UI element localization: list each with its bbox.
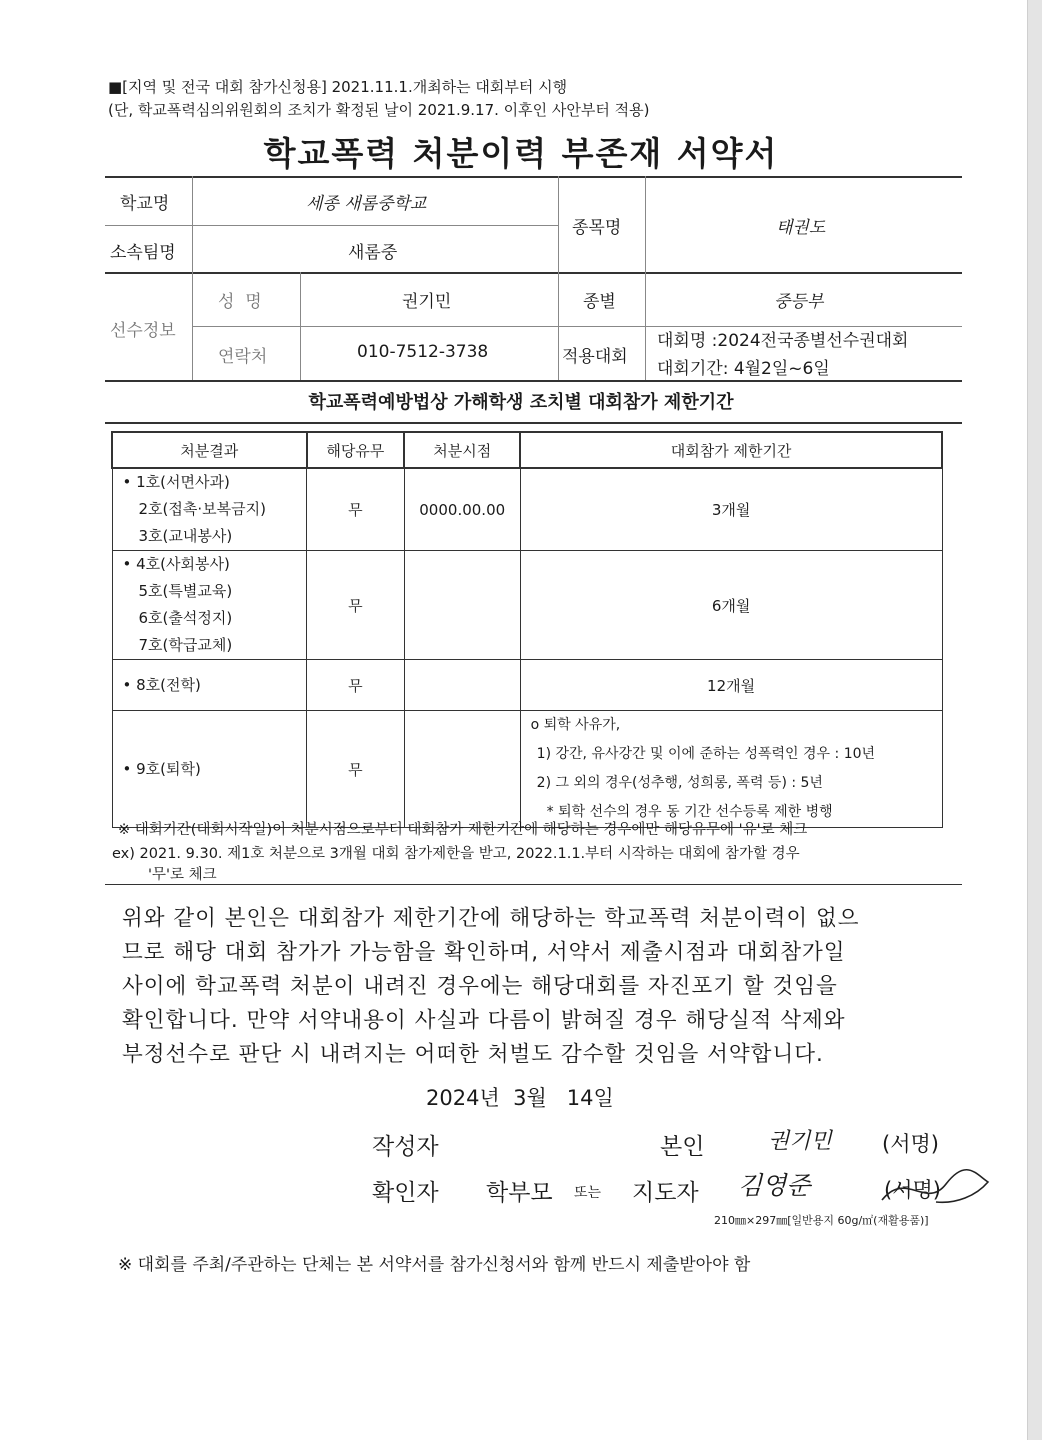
coach-handwritten-name: 김영준 bbox=[738, 1171, 811, 1200]
name-label: 성 명 bbox=[218, 292, 262, 312]
period-cell: 6개월 bbox=[520, 551, 942, 660]
header-period: 대회참가 제한기간 bbox=[520, 432, 942, 468]
expulsion-note: 2) 그 외의 경우(성추행, 성희롱, 폭력 등) : 5년 bbox=[536, 775, 823, 791]
sport-label: 종목명 bbox=[572, 218, 622, 238]
date-cell bbox=[404, 660, 520, 711]
disposition-cell bbox=[112, 468, 307, 551]
period-cell: 3개월 bbox=[520, 468, 942, 551]
athlete-info-label: 선수정보 bbox=[110, 321, 176, 341]
header-date: 처분시점 bbox=[404, 432, 520, 468]
pledge-paragraph bbox=[122, 902, 952, 1072]
disposition-item: 6호(출석정지) bbox=[138, 609, 233, 627]
division-value: 중등부 bbox=[774, 292, 824, 312]
footnote-2: ex) 2021. 9.30. 제1호 처분으로 3개월 대회 참가제한을 받고, 2022.1.1.부터 시작하는 대회에 참가할 경우 bbox=[112, 846, 800, 862]
signature-scribble bbox=[876, 1160, 996, 1212]
name-value: 권기민 bbox=[402, 292, 452, 312]
pledge-line: 위와 같이 본인은 대회참가 제한기간에 해당하는 학교폭력 처분이력이 없으 bbox=[122, 906, 860, 931]
header-disposition: 처분결과 bbox=[112, 432, 307, 468]
table-subheading: 학교폭력예방법상 가해학생 조치별 대회참가 제한기간 bbox=[308, 392, 734, 413]
pledge-date: 2024년 3월 14일 bbox=[426, 1086, 614, 1110]
document-title: 학교폭력 처분이력 부존재 서약서 bbox=[263, 134, 779, 173]
footnote-1: ※ 대회기간(대회시작일)이 처분시점으로부터 대회참가 제한기간에 해당하는 경우에만 해당유무에 '유'로 체크 bbox=[118, 822, 808, 838]
expulsion-note: o 퇴학 사유가, bbox=[530, 717, 621, 733]
coach-sign-mark: (서명) bbox=[884, 1178, 941, 1202]
disposition-cell bbox=[112, 660, 307, 711]
header-applicable: 해당유무 bbox=[307, 432, 405, 468]
applicable-cell: 무 bbox=[307, 468, 405, 551]
notice-line-1: ■[지역 및 전국 대회 참가신청용] 2021.11.1.개최하는 대회부터 시행 bbox=[108, 78, 568, 96]
table-row bbox=[112, 468, 942, 551]
info-divider bbox=[300, 272, 301, 380]
date-cell bbox=[404, 711, 520, 828]
table-row bbox=[112, 660, 942, 711]
self-label: 본인 bbox=[660, 1134, 705, 1160]
pledge-line: 부정선수로 판단 시 내려지는 어떠한 처벌도 감수할 것임을 서약합니다. bbox=[122, 1042, 824, 1067]
info-bottom-border bbox=[105, 422, 962, 424]
disposition-item: 3호(교내봉사) bbox=[138, 527, 233, 545]
date-cell: 0000.00.00 bbox=[404, 468, 520, 551]
disposition-item: 5호(특별교육) bbox=[138, 582, 233, 600]
team-label: 소속팀명 bbox=[110, 243, 176, 263]
event-name: 대회명 :2024전국종별선수권대회 bbox=[657, 331, 909, 351]
notice-line-2: (단, 학교폭력심의위원회의 조치가 확정된 날이 2021.9.17. 이후인 사안부터 적용) bbox=[108, 101, 650, 119]
disposition-item: 2호(접촉·보복금지) bbox=[138, 500, 266, 518]
self-sign-mark: (서명) bbox=[882, 1132, 939, 1156]
date-cell bbox=[404, 551, 520, 660]
pledge-line: 확인합니다. 만약 서약내용이 사실과 다름이 밝혀질 경우 해당실적 삭제와 bbox=[122, 1008, 846, 1033]
info-divider bbox=[558, 176, 559, 380]
period-cell: 12개월 bbox=[520, 660, 942, 711]
table-header-row bbox=[112, 432, 942, 468]
final-note: ※ 대회를 주최/주관하는 단체는 본 서약서를 참가신청서와 함께 반드시 제출받아야 함 bbox=[118, 1255, 751, 1275]
applicable-cell: 무 bbox=[307, 711, 405, 828]
info-divider bbox=[105, 225, 558, 226]
paper-spec: 210㎜×297㎜[일반용지 60g/㎡(재활용품)] bbox=[714, 1214, 929, 1227]
table-row bbox=[112, 551, 942, 660]
contact-value: 010-7512-3738 bbox=[357, 342, 489, 362]
event-period: 대회기간: 4월2일~6일 bbox=[657, 359, 830, 379]
contact-label: 연락처 bbox=[218, 347, 268, 367]
applicable-cell: 무 bbox=[307, 660, 405, 711]
info-divider bbox=[645, 176, 646, 380]
pledge-line: 므로 해당 대회 참가가 가능함을 확인하며, 서약서 제출시점과 대회참가일 bbox=[122, 940, 846, 965]
school-label: 학교명 bbox=[120, 194, 170, 214]
period-cell bbox=[520, 711, 942, 828]
or-label: 또는 bbox=[574, 1185, 602, 1201]
info-divider bbox=[105, 272, 962, 274]
sport-value: 태권도 bbox=[776, 218, 826, 238]
self-handwritten-name: 권기민 bbox=[768, 1129, 832, 1154]
applicable-cell: 무 bbox=[307, 551, 405, 660]
footnote-3: '무'로 체크 bbox=[148, 867, 217, 883]
expulsion-note: * 퇴학 선수의 경우 동 기간 선수등록 제한 병행 bbox=[546, 804, 833, 820]
expulsion-note: 1) 강간, 유사강간 및 이에 준하는 성폭력인 경우 : 10년 bbox=[536, 746, 876, 762]
info-divider bbox=[192, 176, 193, 380]
disposition-cell bbox=[112, 711, 307, 828]
footnote-divider bbox=[105, 884, 962, 885]
disposition-item: • 4호(사회봉사) bbox=[122, 555, 230, 573]
confirmer-label: 확인자 bbox=[372, 1180, 439, 1206]
coach-label: 지도자 bbox=[632, 1180, 699, 1206]
disposition-item: • 8호(전학) bbox=[122, 675, 201, 694]
pledge-line: 사이에 학교폭력 처분이 내려진 경우에는 해당대회를 자진포기 할 것임을 bbox=[122, 974, 838, 999]
team-value: 새롬중 bbox=[348, 243, 398, 263]
disposition-item: • 1호(서면사과) bbox=[122, 473, 230, 491]
info-top-border bbox=[105, 176, 962, 178]
table-row bbox=[112, 711, 942, 828]
writer-label: 작성자 bbox=[372, 1134, 439, 1160]
disposition-item: 7호(학급교체) bbox=[138, 636, 233, 654]
disposition-cell bbox=[112, 551, 307, 660]
event-label: 적용대회 bbox=[562, 347, 628, 367]
disposition-item: • 9호(퇴학) bbox=[122, 759, 201, 778]
info-divider bbox=[105, 380, 962, 382]
division-label: 종별 bbox=[583, 292, 616, 312]
page-edge bbox=[1027, 0, 1042, 1440]
parent-label: 학부모 bbox=[486, 1180, 553, 1206]
restriction-table bbox=[111, 431, 943, 828]
school-value: 세종 새롬중학교 bbox=[306, 194, 427, 214]
